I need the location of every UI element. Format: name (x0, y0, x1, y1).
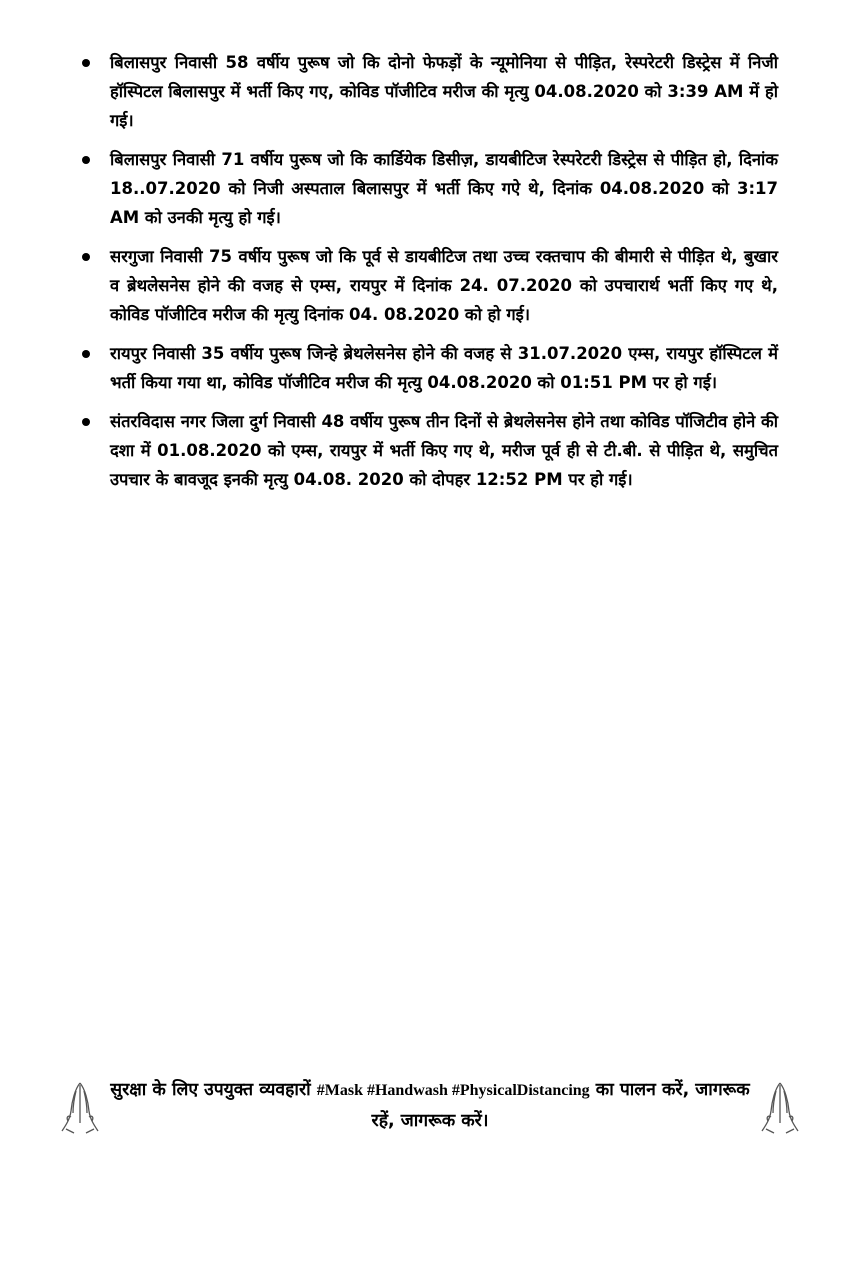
namaste-hands-icon (60, 1079, 100, 1135)
bullet-text: सरगुजा निवासी 75 वर्षीय पुरूष जो कि पूर्व से डायबीटिज तथा उच्च रक्तचाप की बीमारी से पीड़ित थे, बुखार व ब्रेथलेसनेस होने की वजह से एम्स, रायपुर में दिनांक 24. 07.2020 को उपचारार्थ भर्ती किए गए थे, कोविड पॉजीटिव मरीज की मृत्यु दिनांक 04. 08.2020 को हो गई। (110, 247, 778, 324)
footer-hashtags: #Mask #Handwash #PhysicalDistancing (316, 1082, 590, 1099)
bullet-dot (82, 253, 90, 261)
bullet-dot (82, 59, 90, 67)
bullet-text: बिलासपुर निवासी 71 वर्षीय पुरूष जो कि कार्डियेक डिसीज़, डायबीटिज रेस्परेटरी डिस्ट्रेस से पीड़ित हो, दिनांक 18..07.2020 को निजी अस्पताल बिलासपुर में भर्ती किए गऐ थे, दिनांक 04.08.2020 को 3:17 AM को उनकी मृत्यु हो गई। (110, 150, 778, 227)
list-item (78, 145, 778, 232)
namaste-hands-icon (760, 1079, 800, 1135)
safety-message (100, 1075, 760, 1136)
bullet-text: बिलासपुर निवासी 58 वर्षीय पुरूष जो कि दोनो फेफड़ों के न्यूमोनिया से पीड़ित, रेस्परेटरी डिस्ट्रेस में निजी हॉस्पिटल बिलासपुर में भर्ती किए गए, कोविड पॉजीटिव मरीज की मृत्यु 04.08.2020 को 3:39 AM में हो गई। (110, 53, 778, 130)
bullet-text: रायपुर निवासी 35 वर्षीय पुरूष जिन्हे ब्रेथलेसनेस होने की वजह से 31.07.2020 एम्स, रायपुर हॉस्पिटल में भर्ती किया गया था, कोविड पॉजीटिव मरीज की मृत्यु 04.08.2020 को 01:51 PM पर हो गई। (110, 344, 778, 392)
list-item (78, 407, 778, 494)
bullet-text: संतरविदास नगर जिला दुर्ग निवासी 48 वर्षीय पुरूष तीन दिनों से ब्रेथलेसनेस होने तथा कोविड पॉजिटीव होने की दशा में 01.08.2020 को एम्स, रायपुर में भर्ती किए गए थे, मरीज पूर्व ही से टी.बी. से पीड़ित थे, समुचित उपचार के बावजूद इनकी मृत्यु 04.08. 2020 को दोपहर 12:52 PM पर हो गई। (110, 412, 778, 489)
list-item (78, 48, 778, 135)
list-item (78, 242, 778, 329)
list-item (78, 339, 778, 397)
bullet-dot (82, 418, 90, 426)
bullet-dot (82, 156, 90, 164)
footer-tail: का पालन करें, जागरूक रहें, जागरूक करें। (371, 1080, 750, 1131)
footer-lead: सुरक्षा के लिए उपयुक्त व्यवहारों (110, 1080, 311, 1100)
bullet-dot (82, 350, 90, 358)
bullet-list (78, 48, 778, 504)
safety-message-footer (60, 1075, 800, 1145)
